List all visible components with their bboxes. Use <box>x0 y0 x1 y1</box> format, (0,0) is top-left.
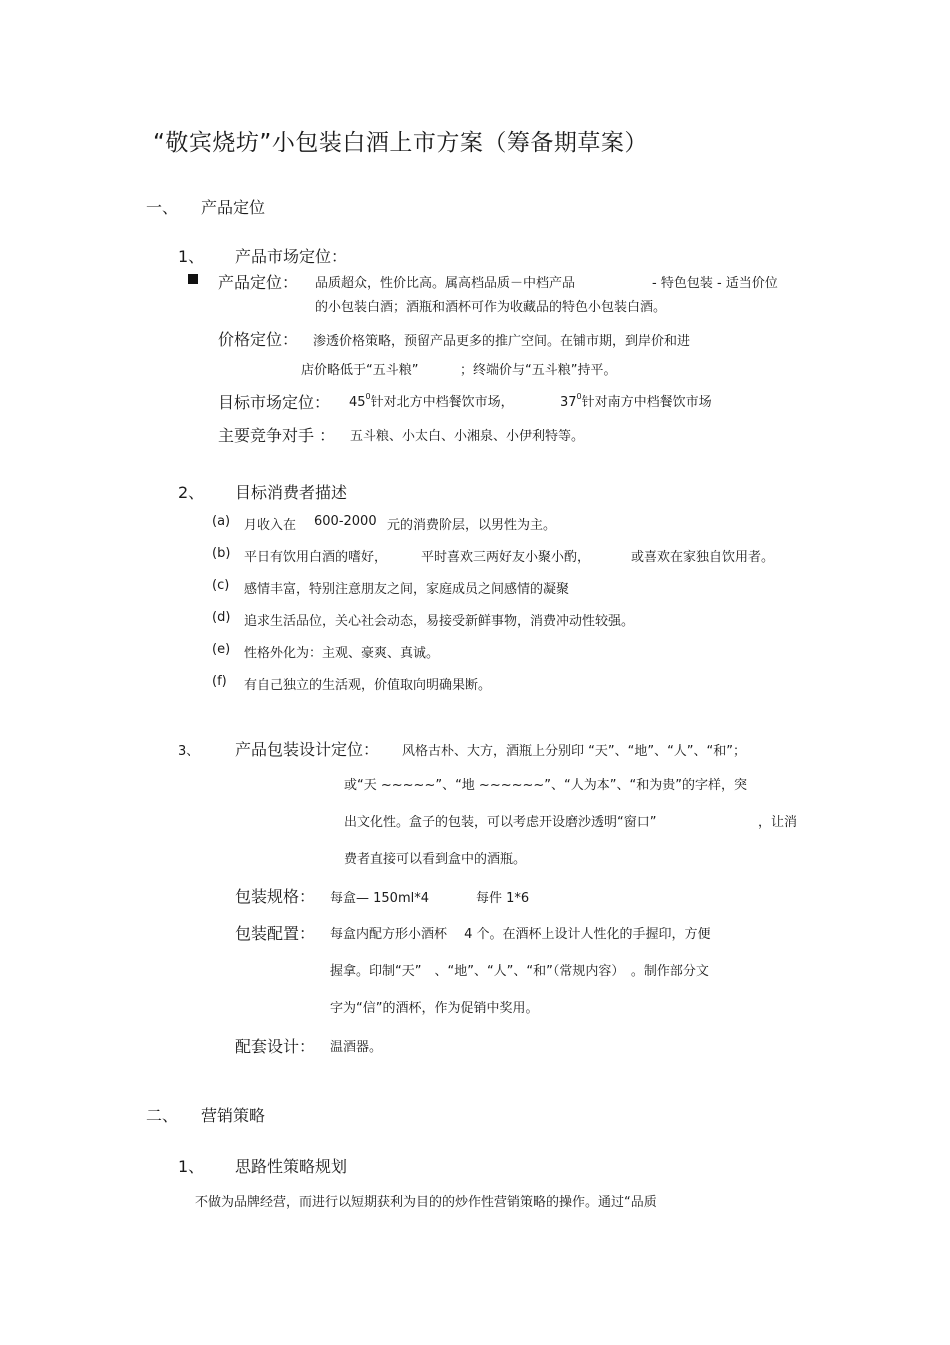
list-item-mark: (d) <box>212 610 231 625</box>
product-position-text-1b: - 特色包装 - 适当价位 <box>652 276 778 291</box>
document-title: “敬宾烧坊”小包装白酒上市方案（筹备期草案） <box>153 130 648 156</box>
package-config-text-2: 握拿。印制“天” 、“地”、“人”、“和”（常规内容） 。制作部分文 <box>330 964 709 979</box>
list-item-text: 性格外化为：主观、豪爽、真诚。 <box>244 646 440 661</box>
list-item-mark: (e) <box>212 642 231 657</box>
section-1-title: 产品定位 <box>201 198 266 217</box>
target-south-sup: 0 <box>576 392 582 401</box>
target-market-label: 目标市场定位： <box>218 393 331 412</box>
product-position-text-2: 的小包装白酒；酒瓶和酒杯可作为收藏品的特色小包装白酒。 <box>315 300 667 315</box>
package-config-label: 包装配置： <box>235 924 316 943</box>
list-item-mark: (f) <box>212 674 227 689</box>
package-design-text-1: 风格古朴、大方，酒瓶上分别印 “天”、“地”、“人”、“和”； <box>402 744 747 759</box>
price-position-label: 价格定位： <box>218 330 299 349</box>
subsection-1-3-number: 3、 <box>178 744 200 759</box>
price-position-text-1: 渗透价格策略，预留产品更多的推广空间。在铺市期，到岸价和进 <box>313 334 691 349</box>
package-design-text-3b: ，让消 <box>758 815 798 830</box>
list-item-mark: (c) <box>212 578 230 593</box>
price-position-text-2b: ；终端价与“五斗粮”持平。 <box>460 363 617 378</box>
matching-design-text: 温酒器。 <box>330 1040 383 1055</box>
strategy-paragraph: 不做为品牌经营，而进行以短期获利为目的的炒作性营销策略的操作。通过“品质 <box>195 1195 657 1210</box>
list-item-text: 追求生活品位，关心社会动态，易接受新鲜事物，消费冲动性较强。 <box>244 614 635 629</box>
target-south-text: 针对南方中档餐饮市场 <box>581 395 712 410</box>
target-south-degree: 37 <box>560 395 577 410</box>
target-north-text: 针对北方中档餐饮市场， <box>370 395 514 410</box>
subsection-1-3-title: 产品包装设计定位： <box>235 740 380 759</box>
competitors-label: 主要竞争对手 ： <box>218 426 336 445</box>
target-north-sup: 0 <box>365 392 371 401</box>
price-position-text-2a: 店价略低于“五斗粮” <box>301 363 419 378</box>
subsection-1-2-number: 2、 <box>178 483 205 502</box>
target-market-north <box>349 391 514 410</box>
subsection-1-2-title: 目标消费者描述 <box>235 483 348 502</box>
subsection-2-1-number: 1、 <box>178 1157 205 1176</box>
list-item-text: 月收入在 <box>244 518 297 533</box>
product-position-label: 产品定位： <box>218 273 299 292</box>
package-design-text-3a: 出文化性。盒子的包装，可以考虑开设磨沙透明“窗口” <box>344 815 657 830</box>
target-market-south <box>560 391 712 410</box>
list-item-text: 平时喜欢三两好友小聚小酌， <box>421 550 591 565</box>
product-position-text-1a: 品质超众，性价比高。属高档品质－中档产品 <box>315 276 576 291</box>
list-item-mark: (a) <box>212 514 231 529</box>
list-item-text: 600-2000 <box>314 514 377 529</box>
list-item-text: 或喜欢在家独自饮用者。 <box>631 550 775 565</box>
subsection-1-1-title: 产品市场定位： <box>235 247 348 266</box>
package-spec-case: 每件 1*6 <box>476 891 530 906</box>
package-spec-label: 包装规格： <box>235 887 316 906</box>
list-item-text: 平日有饮用白酒的嗜好， <box>244 550 388 565</box>
matching-design-label: 配套设计： <box>235 1037 316 1056</box>
list-item-text: 元的消费阶层，以男性为主。 <box>387 518 557 533</box>
competitors-text: 五斗粮、小太白、小湘泉、小伊利特等。 <box>350 429 585 444</box>
package-design-text-4: 费者直接可以看到盒中的酒瓶。 <box>344 852 527 867</box>
package-config-text-3: 字为“信”的酒杯，作为促销中奖用。 <box>330 1001 539 1016</box>
section-1-number: 一、 <box>146 198 179 217</box>
list-item-text: 感情丰富，特别注意朋友之间，家庭成员之间感情的凝聚 <box>244 582 570 597</box>
package-design-text-2: 或“天 ~~~~~”、“地 ~~~~~~”、“人为本”、“和为贵”的字样，突 <box>344 778 747 793</box>
list-item-text: 有自己独立的生活观，价值取向明确果断。 <box>244 678 492 693</box>
black-square-bullet-icon <box>188 274 198 284</box>
section-2-title: 营销策略 <box>201 1106 266 1125</box>
section-2-number: 二、 <box>146 1106 179 1125</box>
package-spec-box: 每盒— 150ml*4 <box>330 891 429 906</box>
package-config-text-1: 每盒内配方形小酒杯 4 个。在酒杯上设计人性化的手握印，方便 <box>330 927 711 942</box>
target-north-degree: 45 <box>349 395 366 410</box>
list-item-mark: (b) <box>212 546 231 561</box>
subsection-1-1-number: 1、 <box>178 247 205 266</box>
subsection-2-1-title: 思路性策略规划 <box>235 1157 348 1176</box>
